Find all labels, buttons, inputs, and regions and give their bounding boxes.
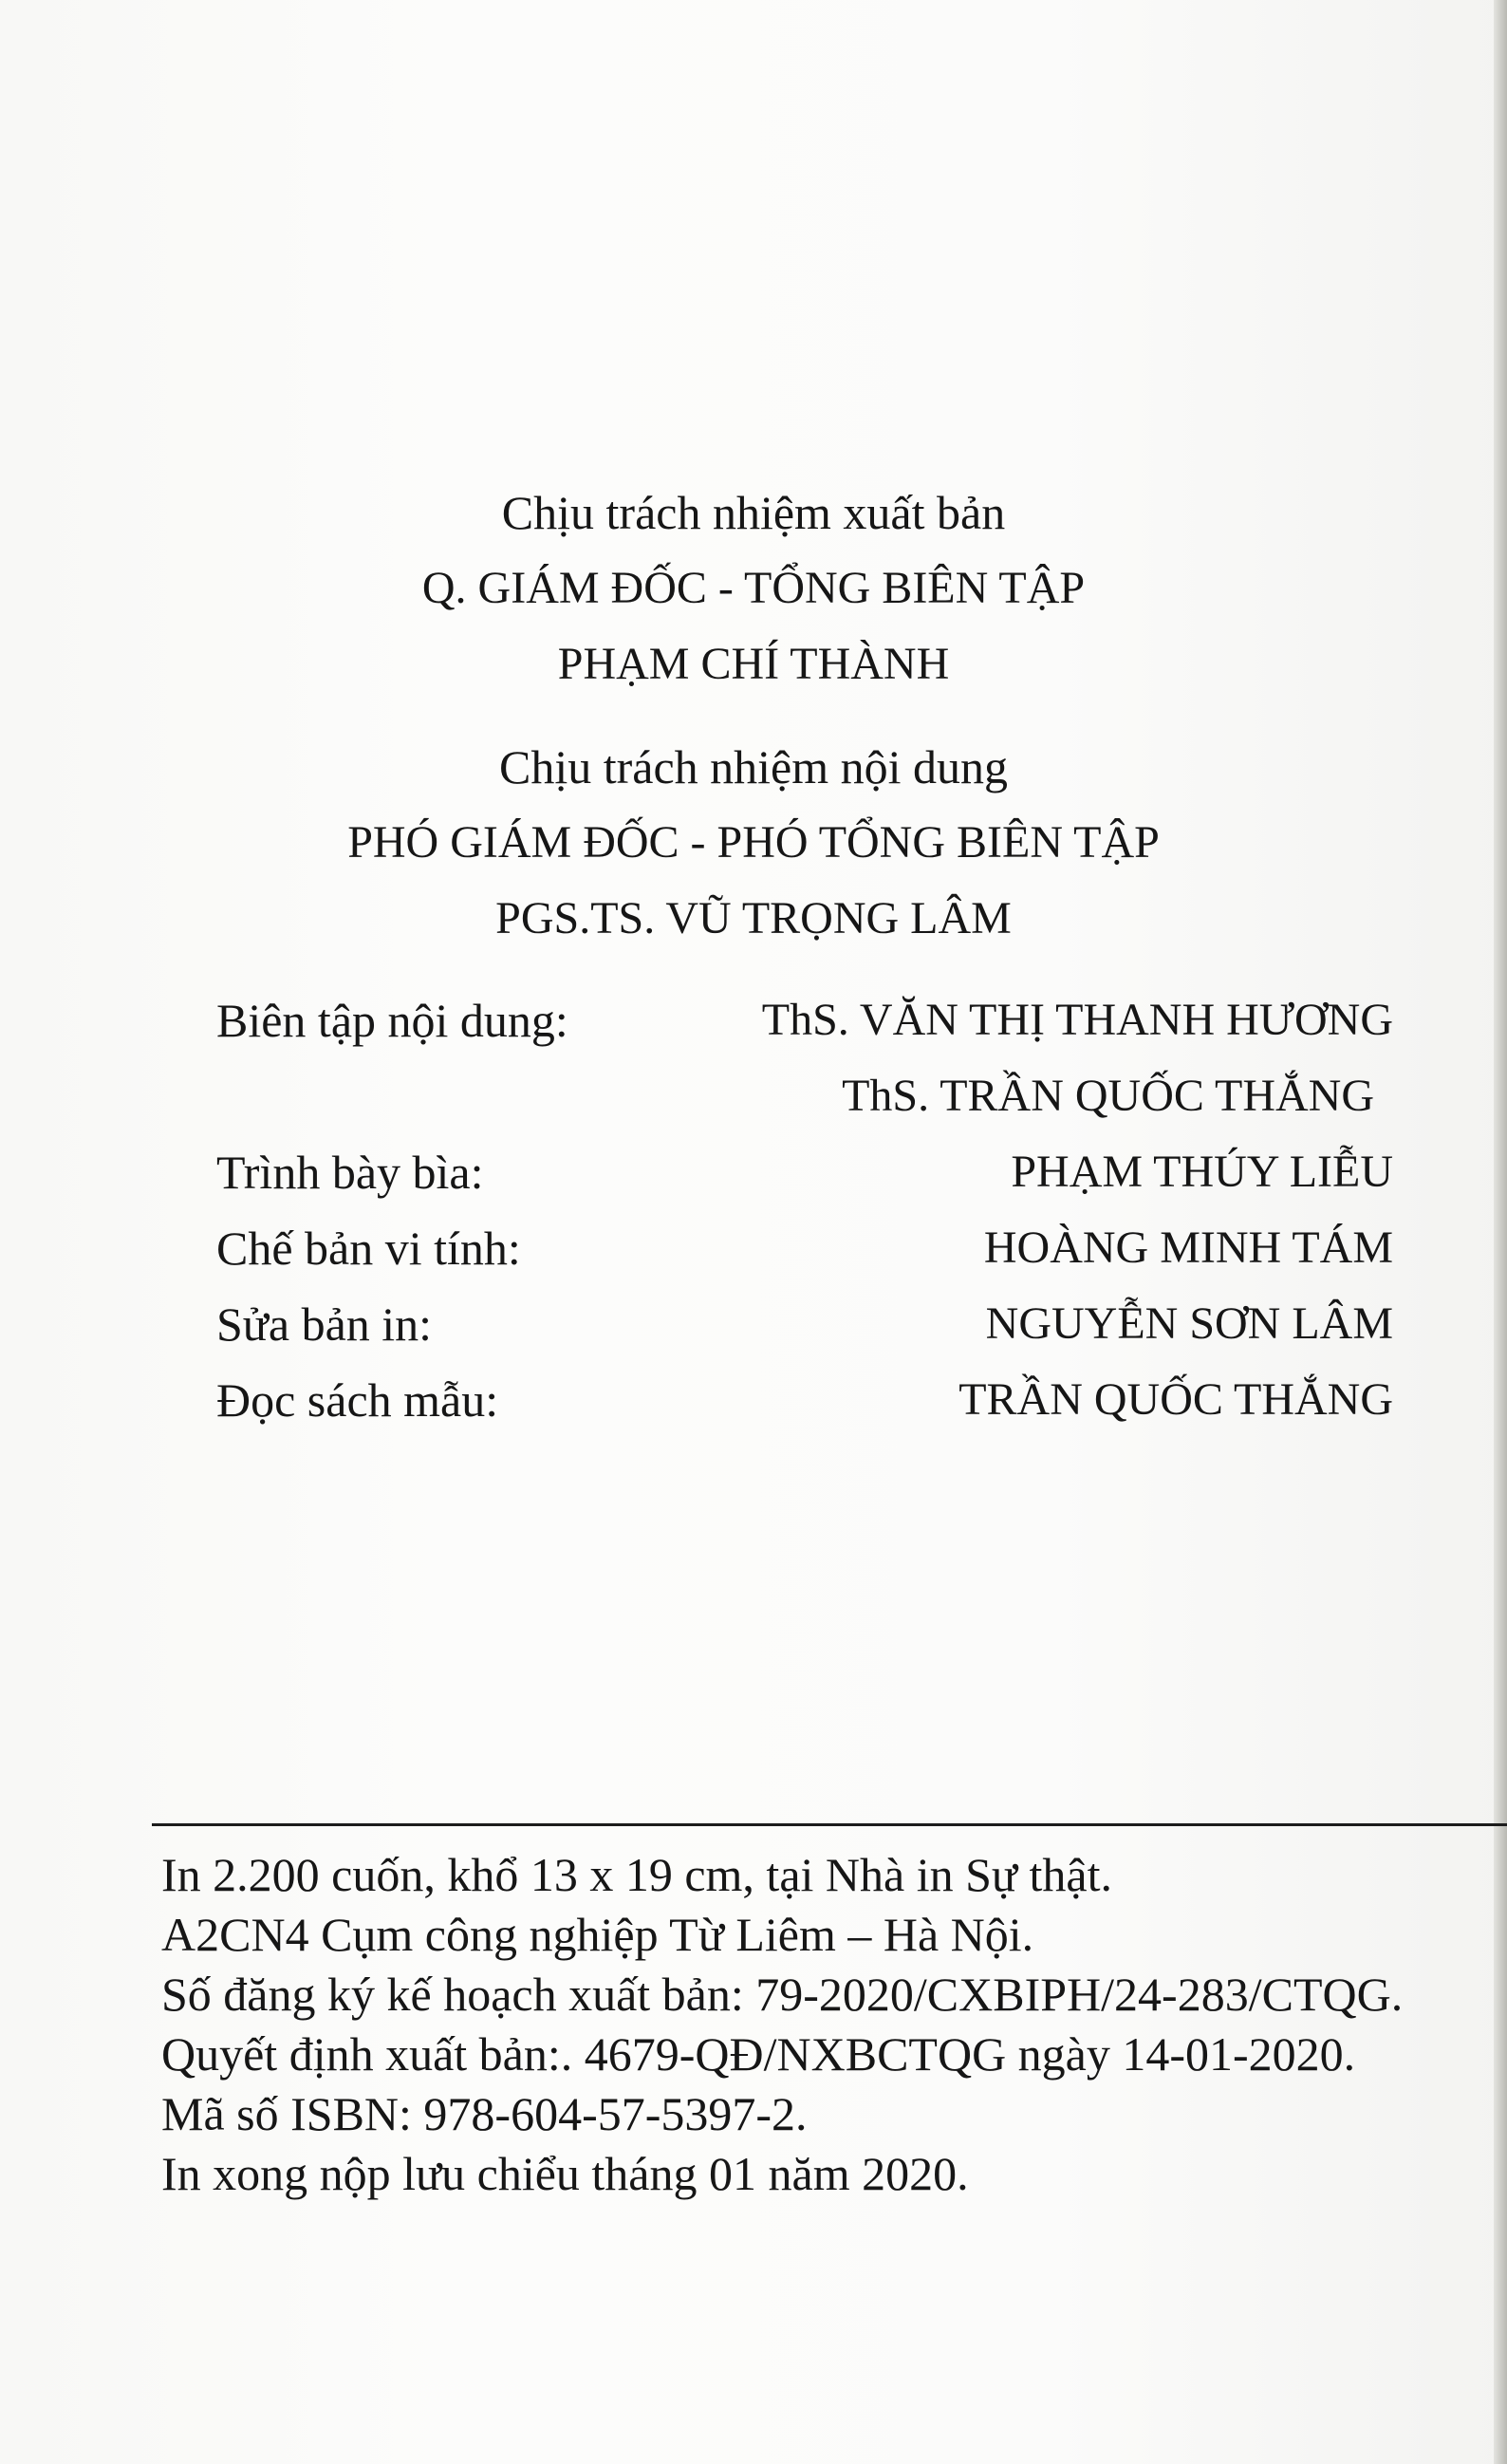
- colophon: [161, 1845, 1471, 2204]
- credit-value: TRẦN QUỐC THẮNG: [958, 1374, 1393, 1425]
- content-role: PHÓ GIÁM ĐỐC - PHÓ TỔNG BIÊN TẬP: [347, 817, 1160, 868]
- content-block: [0, 729, 1507, 957]
- publisher-role: Q. GIÁM ĐỐC - TỔNG BIÊN TẬP: [421, 563, 1086, 613]
- content-name: PGS.TS. VŨ TRỌNG LÂM: [495, 893, 1012, 943]
- divider-rule: [152, 1823, 1507, 1826]
- credit-row-cover: [216, 1134, 1393, 1210]
- credit-label: Trình bày bìa:: [216, 1146, 484, 1199]
- credit-value: PHẠM THÚY LIỄU: [1011, 1147, 1393, 1197]
- colophon-line: Mã số ISBN: 978-604-57-5397-2.: [161, 2087, 808, 2140]
- publisher-block: [0, 475, 1507, 702]
- content-title: Chịu trách nhiệm nội dung: [498, 740, 1009, 793]
- credits-list: [216, 982, 1393, 1438]
- credit-row-sample: [216, 1362, 1393, 1438]
- colophon-line: A2CN4 Cụm công nghiệp Từ Liêm – Hà Nội.: [161, 1908, 1034, 1961]
- publisher-name: PHẠM CHÍ THÀNH: [557, 639, 950, 689]
- credit-row-proof: [216, 1286, 1393, 1362]
- credit-label: Sửa bản in:: [216, 1297, 433, 1351]
- credit-row-editors-2: [216, 1058, 1393, 1134]
- colophon-line: Quyết định xuất bản:. 4679-QĐ/NXBCTQG ngày 14-01-2020.: [161, 2027, 1356, 2081]
- credit-label: Biên tập nội dung:: [216, 994, 568, 1047]
- credit-value: ThS. VĂN THỊ THANH HƯƠNG: [761, 995, 1393, 1045]
- credit-label: Chế bản vi tính:: [216, 1222, 521, 1275]
- publisher-title: Chịu trách nhiệm xuất bản: [501, 486, 1006, 539]
- colophon-line: In xong nộp lưu chiểu tháng 01 năm 2020.: [161, 2147, 969, 2200]
- credit-label: Đọc sách mẫu:: [216, 1373, 499, 1427]
- credit-row-editors: [216, 982, 1393, 1058]
- credit-value: ThS. TRẦN QUỐC THẮNG: [842, 1071, 1374, 1121]
- credit-value: HOÀNG MINH TÁM: [983, 1223, 1393, 1273]
- colophon-line: In 2.200 cuốn, khổ 13 x 19 cm, tại Nhà in Sự thật.: [161, 1848, 1112, 1901]
- credit-row-layout: [216, 1210, 1393, 1286]
- credit-value: NGUYỄN SƠN LÂM: [985, 1298, 1393, 1349]
- page-edge: [1494, 0, 1507, 2464]
- colophon-line: Số đăng ký kế hoạch xuất bản: 79-2020/CXBIPH/24-283/CTQG.: [161, 1968, 1404, 2021]
